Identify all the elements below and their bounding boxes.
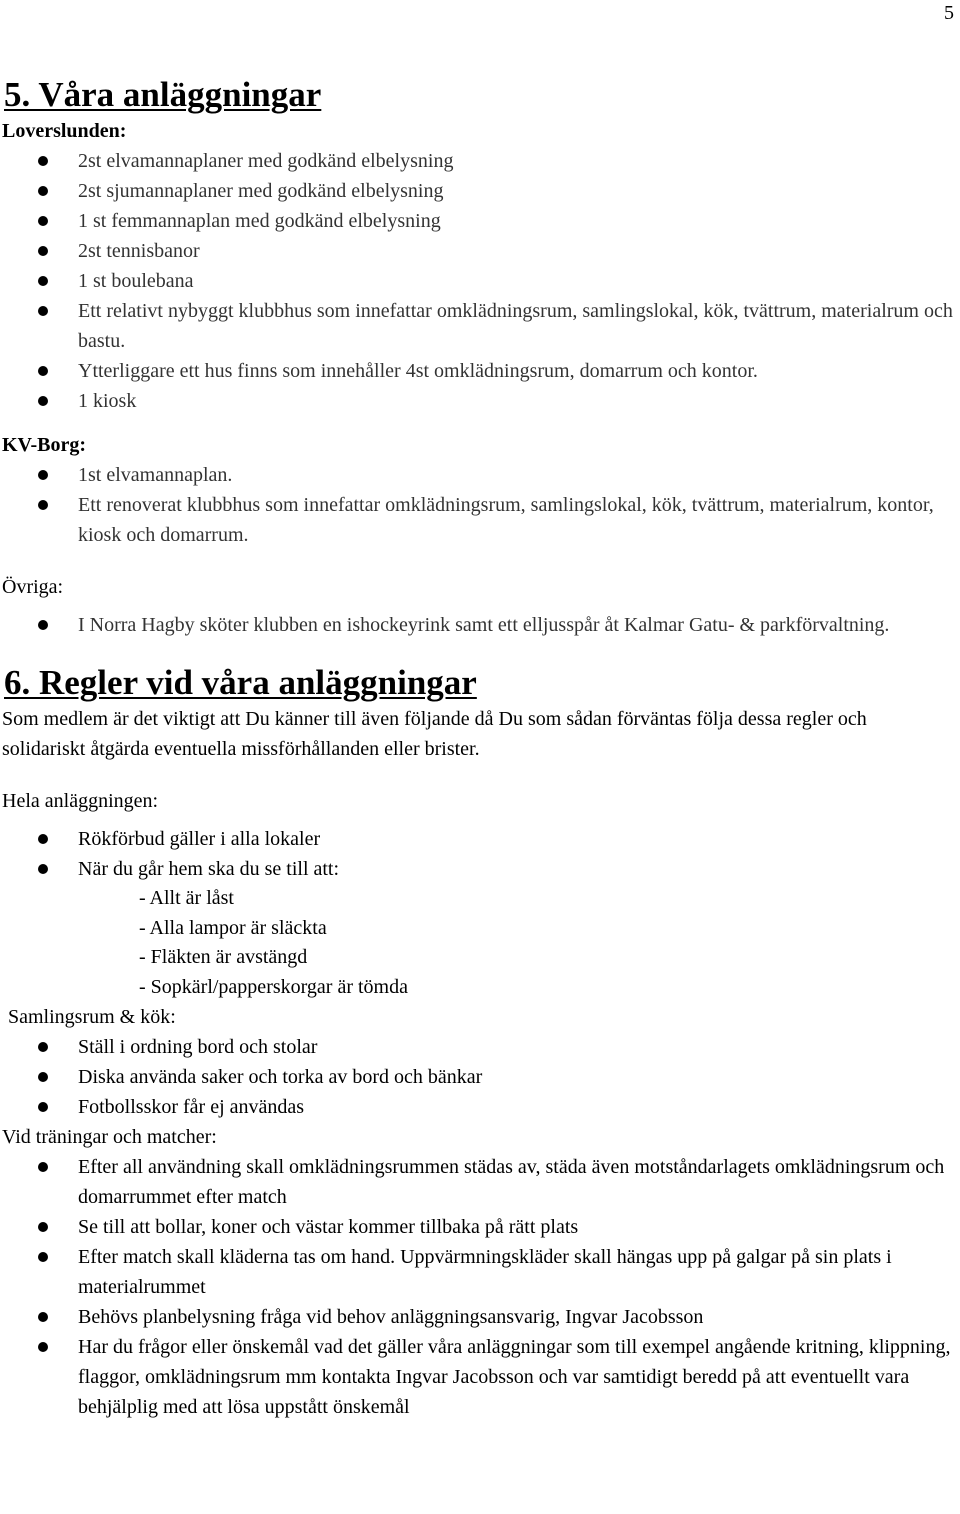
list-item: 2st tennisbanor [2, 236, 958, 266]
bullet-icon [38, 1312, 48, 1322]
bullet-icon [38, 276, 48, 286]
bullet-icon [38, 500, 48, 510]
bullet-icon [38, 620, 48, 630]
section-5-title: 5. Våra anläggningar [4, 75, 322, 114]
loverslunden-list [2, 146, 958, 416]
bullet-icon [38, 306, 48, 316]
sub-item: - Sopkärl/papperskorgar är tömda [139, 975, 408, 998]
bullet-icon [38, 186, 48, 196]
list-item: 2st sjumannaplaner med godkänd elbelysning [2, 176, 958, 206]
bullet-icon [38, 864, 48, 874]
list-item: Fotbollsskor får ej användas [2, 1092, 958, 1122]
bullet-icon [38, 1342, 48, 1352]
sub-item: - Allt är låst [139, 887, 234, 909]
section-6-intro: Som medlem är det viktigt att Du känner till även följande då Du som sådan förväntas följa dessa regler och solidariskt åtgärda eventuella missförhållanden eller brister. [2, 708, 867, 760]
list-item: Ett relativt nybyggt klubbhus som innefattar omklädningsrum, samlingslokal, kök, tvättrum, materialrum och bastu. [2, 296, 958, 356]
list-item: I Norra Hagby sköter klubben en ishockeyrink samt ett elljusspår åt Kalmar Gatu- & parkförvaltning. [2, 610, 958, 640]
list-item: Ytterliggare ett hus finns som innehåller 4st omklädningsrum, domarrum och kontor. [2, 356, 958, 386]
bullet-icon [38, 246, 48, 256]
samlingsrum-heading: Samlingsrum & kök: [8, 1006, 176, 1028]
sub-item: - Alla lampor är släckta [139, 916, 327, 939]
bullet-icon [38, 156, 48, 166]
hela-anlaggningen-list [2, 824, 958, 884]
bullet-icon [38, 1042, 48, 1052]
bullet-icon [38, 366, 48, 376]
list-item: 1st elvamannaplan. [2, 460, 958, 490]
bullet-icon [38, 396, 48, 406]
ovriga-heading: Övriga: [2, 576, 64, 598]
bullet-icon [38, 216, 48, 226]
list-item: 1 st boulebana [2, 266, 958, 296]
list-item: 1 st femmannaplan med godkänd elbelysning [2, 206, 958, 236]
bullet-icon [38, 834, 48, 844]
traningar-heading: Vid träningar och matcher: [2, 1126, 217, 1148]
bullet-icon [38, 1162, 48, 1172]
bullet-icon [38, 1072, 48, 1082]
hela-anlaggningen-heading: Hela anläggningen: [2, 790, 159, 812]
list-item: Diska använda saker och torka av bord och bänkar [2, 1062, 958, 1092]
bullet-icon [38, 1102, 48, 1112]
document-body [2, 74, 958, 1422]
traningar-list [2, 1152, 958, 1422]
page-number: 5 [944, 2, 954, 24]
list-item: 1 kiosk [2, 386, 958, 416]
samlingsrum-list [2, 1032, 958, 1122]
bullet-icon [38, 470, 48, 480]
list-item: 2st elvamannaplaner med godkänd elbelysning [2, 146, 958, 176]
list-item: Se till att bollar, koner och västar kommer tillbaka på rätt plats [2, 1212, 958, 1242]
ovriga-list [2, 610, 958, 640]
bullet-icon [38, 1222, 48, 1232]
list-item: Rökförbud gäller i alla lokaler [2, 824, 958, 854]
list-item: Behövs planbelysning fråga vid behov anläggningsansvarig, Ingvar Jacobsson [2, 1302, 958, 1332]
list-item: Har du frågor eller önskemål vad det gäller våra anläggningar som till exempel angående kritning, klippning, flaggor, omklädningsrum mm kontakta Ingvar Jacobsson och var samtidigt beredd på att eventuellt vara behjälplig med att lösa uppstått önskemål [2, 1332, 958, 1422]
sub-item: - Fläkten är avstängd [139, 946, 308, 968]
list-item: Ett renoverat klubbhus som innefattar omklädningsrum, samlingslokal, kök, tvättrum, materialrum, kontor, kiosk och domarrum. [2, 490, 958, 550]
list-item: Efter match skall kläderna tas om hand. Uppvärmningskläder skall hängas upp på galgar på sin plats i materialrummet [2, 1242, 958, 1302]
list-item: Efter all användning skall omklädningsrummen städas av, städa även motståndarlagets omklädningsrum och domarrummet efter match [2, 1152, 958, 1212]
bullet-icon [38, 1252, 48, 1262]
list-item: Ställ i ordning bord och stolar [2, 1032, 958, 1062]
loverslunden-heading: Loverslunden: [2, 120, 127, 142]
kvborg-heading: KV-Borg: [2, 434, 87, 456]
section-6-title: 6. Regler vid våra anläggningar [4, 663, 477, 702]
list-item: När du går hem ska du se till att: [2, 854, 958, 884]
kvborg-list [2, 460, 958, 550]
